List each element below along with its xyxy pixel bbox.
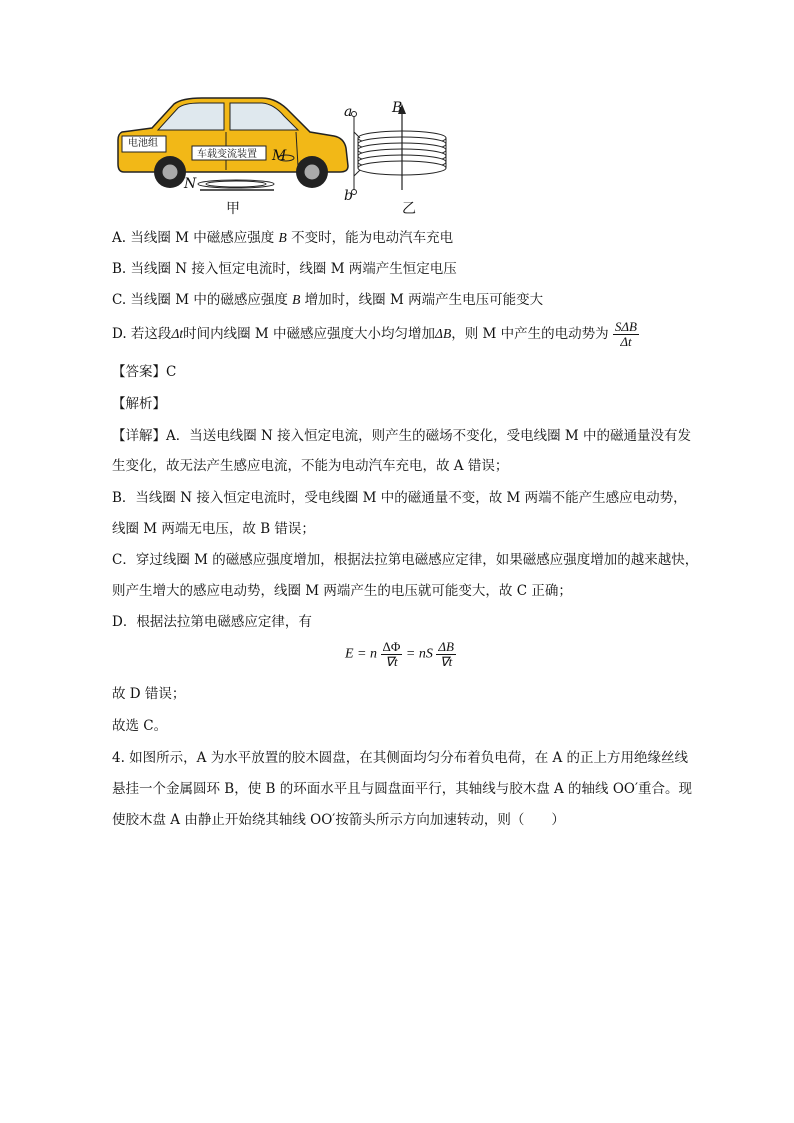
figure: [112, 92, 472, 226]
analysis-heading: 【解析】: [112, 396, 166, 412]
option-a: A. 当线圈 M 中磁感应强度 B 不变时，能为电动汽车充电: [112, 230, 454, 246]
detail-line-6: 则产生增大的感应电动势，线圈 M 两端产生的电压就可能变大，故 C 正确；: [112, 583, 572, 599]
detail-line-3: B．当线圈 N 接入恒定电流时，受电线圈 M 中的磁通量不变，故 M 两端不能产生感应电动势，: [112, 490, 687, 506]
option-d: D. 若这段Δt时间内线圈 M 中磁感应强度大小均匀增加ΔB，则 M 中产生的电动势为 $\frac{\text{SΔB}}{\Delta t}$: [112, 319, 637, 349]
battery-label: 电池组: [128, 138, 158, 149]
answer-line: 【答案】C: [112, 364, 177, 380]
coil-n-label: N: [184, 176, 197, 192]
detail-line-8: 故 D 错误；: [112, 686, 186, 702]
field-b-label: B: [392, 100, 403, 116]
detail-line-2: 生变化，故无法产生感应电流，不能为电动汽车充电，故 A 错误；: [112, 458, 509, 474]
detail-line-5: C．穿过线圈 M 的磁感应强度增加，根据法拉第电磁感应定律，如果磁感应强度增加的越来越快，: [112, 552, 699, 568]
question-4-line-2: 悬挂一个金属圆环 B，使 B 的环面水平且与圆盘面平行，其轴线与胶木盘 A 的轴线 OO′重合。现: [112, 781, 693, 797]
coil-m-label: M: [272, 148, 287, 164]
question-4-line-1: 4. 如图所示，A 为水平放置的胶木圆盘，在其侧面均匀分布着负电荷，在 A 的正上方用绝缘丝线: [112, 750, 689, 766]
converter-label: 车载变流装置: [197, 149, 257, 160]
detail-line-4: 线圈 M 两端无电压，故 B 错误；: [112, 521, 315, 537]
option-b: B. 当线圈 N 接入恒定电流时，线圈 M 两端产生恒定电压: [112, 261, 457, 277]
caption-right: 乙: [402, 201, 416, 217]
detail-line-9: 故选 C。: [112, 718, 168, 734]
figure-illustration: [112, 92, 472, 222]
question-4-line-3: 使胶木盘 A 由静止开始绕其轴线 OO′按箭头所示方向加速转动，则（ ）: [112, 812, 565, 828]
faraday-formula: E = n $\frac{\Delta\Phi}{\nabla t}$ = nS $\frac{\Delta B}{\nabla t}$: [345, 639, 454, 669]
coil-illustration: [352, 104, 447, 195]
option-c: C. 当线圈 M 中的磁感应强度 B 增加时，线圈 M 两端产生电压可能变大: [112, 292, 544, 308]
detail-line-1: 【详解】A．当送电线圈 N 接入恒定电流，则产生的磁场不变化，受电线圈 M 中的磁通量没有发: [112, 428, 692, 444]
detail-line-7: D．根据法拉第电磁感应定律，有: [112, 614, 312, 630]
option-d-fraction: $\frac{\text{SΔB}}{\Delta t}$: [614, 319, 637, 349]
caption-left: 甲: [226, 201, 240, 217]
terminal-b-label: b: [344, 188, 353, 204]
terminal-a-label: a: [344, 104, 353, 120]
